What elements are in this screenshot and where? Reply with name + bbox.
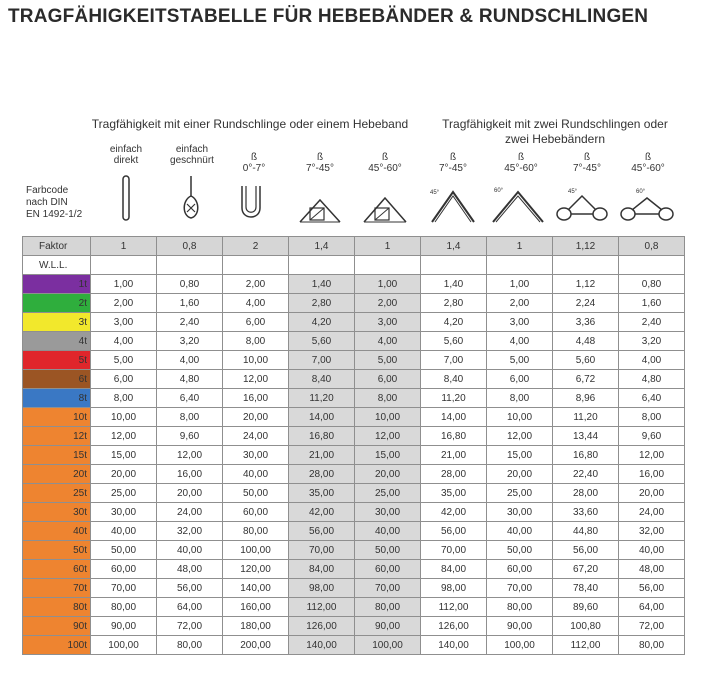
capacity-cell: 21,00 [421,446,487,465]
capacity-cell: 7,00 [289,351,355,370]
color-code-cell: 10t [23,408,91,427]
color-code-cell: 25t [23,484,91,503]
capacity-cell: 25,00 [487,484,553,503]
capacity-cell: 80,00 [355,598,421,617]
capacity-cell: 1,40 [421,275,487,294]
capacity-cell: 9,60 [619,427,685,446]
capacity-cell: 3,00 [91,313,157,332]
table-row [23,408,685,427]
capacity-cell: 9,60 [157,427,223,446]
table-row [23,313,685,332]
column-header-einfach-geschnuert [164,144,220,166]
capacity-cell: 70,00 [91,579,157,598]
basket-angle-45-60-icon [362,194,408,226]
capacity-cell: 72,00 [157,617,223,636]
angle-label: 45° [430,190,440,196]
angle-label: 60° [494,188,504,194]
capacity-cell: 15,00 [355,446,421,465]
capacity-cell: 6,00 [355,370,421,389]
capacity-cell: 28,00 [289,465,355,484]
capacity-cell: 22,40 [553,465,619,484]
capacity-cell: 67,20 [553,560,619,579]
capacity-cell: 98,00 [289,579,355,598]
column-header-line: ß [449,152,457,163]
table-row [23,351,685,370]
capacity-cell: 60,00 [487,560,553,579]
faktor-row [23,237,685,256]
capacity-cell: 4,00 [157,351,223,370]
capacity-cell: 89,60 [553,598,619,617]
capacity-cell: 140,00 [421,636,487,655]
capacity-cell: 33,60 [553,503,619,522]
capacity-cell: 100,00 [223,541,289,560]
capacity-cell: 20,00 [91,465,157,484]
faktor-cell: 1 [91,237,157,256]
color-code-cell: 3t [23,313,91,332]
capacity-cell: 3,00 [487,313,553,332]
capacity-cell: 56,00 [289,522,355,541]
capacity-cell: 84,00 [289,560,355,579]
capacity-cell: 140,00 [289,636,355,655]
farbcode-line: nach DIN [26,197,68,208]
page-title: TRAGFÄHIGKEITSTABELLE FÜR HEBEBÄNDER & RUNDSCHLINGEN [8,6,649,27]
wll-cell [553,256,619,275]
column-header-line: einfach [109,144,143,155]
column-header-line: 45°-60° [504,163,538,174]
capacity-cell: 20,00 [223,408,289,427]
capacity-cell: 6,40 [619,389,685,408]
two-leg-angle-60-icon [490,184,546,226]
capacity-cell: 44,80 [553,522,619,541]
capacity-cell: 11,20 [289,389,355,408]
capacity-cell: 8,40 [289,370,355,389]
capacity-cell: 1,00 [487,275,553,294]
capacity-cell: 12,00 [157,446,223,465]
table-row [23,617,685,636]
capacity-cell: 50,00 [355,541,421,560]
capacity-cell: 6,00 [223,313,289,332]
capacity-cell: 4,00 [619,351,685,370]
farbcode-line: Farbcode [26,185,69,196]
column-header-line: ß [316,152,324,163]
capacity-cell: 4,80 [157,370,223,389]
capacity-cell: 4,20 [289,313,355,332]
capacity-cell: 30,00 [223,446,289,465]
capacity-cell: 70,00 [355,579,421,598]
capacity-cell: 20,00 [157,484,223,503]
capacity-cell: 32,00 [619,522,685,541]
capacity-cell: 10,00 [487,408,553,427]
wll-cell [223,256,289,275]
column-header-choker-beta-7-45 [560,152,614,174]
capacity-cell: 78,40 [553,579,619,598]
capacity-cell: 2,40 [157,313,223,332]
capacity-cell: 5,60 [421,332,487,351]
capacity-cell: 11,20 [421,389,487,408]
table-row [23,579,685,598]
capacity-cell: 2,00 [487,294,553,313]
capacity-cell: 90,00 [91,617,157,636]
column-header-line: ß [583,152,591,163]
capacity-cell: 112,00 [421,598,487,617]
capacity-cell: 1,60 [619,294,685,313]
table-row [23,427,685,446]
capacity-cell: 21,00 [289,446,355,465]
capacity-cell: 64,00 [157,598,223,617]
capacity-cell: 100,00 [487,636,553,655]
capacity-cell: 56,00 [619,579,685,598]
capacity-cell: 40,00 [157,541,223,560]
table-row [23,636,685,655]
capacity-cell: 70,00 [487,579,553,598]
capacity-cell: 60,00 [223,503,289,522]
color-code-cell: 1t [23,275,91,294]
capacity-cell: 1,12 [553,275,619,294]
capacity-cell: 3,20 [619,332,685,351]
capacity-cell: 40,00 [91,522,157,541]
angle-label: 45° [568,189,578,195]
color-code-cell: 30t [23,503,91,522]
table-row [23,541,685,560]
color-code-cell: 90t [23,617,91,636]
capacity-cell: 50,00 [487,541,553,560]
capacity-cell: 12,00 [223,370,289,389]
capacity-cell: 5,00 [91,351,157,370]
capacity-cell: 40,00 [487,522,553,541]
column-header-beta-0-7 [228,152,280,174]
color-code-cell: 2t [23,294,91,313]
capacity-cell: 16,80 [421,427,487,446]
capacity-cell: 16,00 [619,465,685,484]
capacity-cell: 100,00 [91,636,157,655]
capacity-cell: 90,00 [487,617,553,636]
capacity-cell: 35,00 [289,484,355,503]
capacity-cell: 48,00 [157,560,223,579]
capacity-cell: 30,00 [91,503,157,522]
wll-label: W.L.L. [23,256,91,275]
capacity-cell: 6,00 [487,370,553,389]
capacity-cell: 24,00 [619,503,685,522]
capacity-cell: 1,00 [355,275,421,294]
faktor-cell: 1,12 [553,237,619,256]
column-header-einfach-direkt [102,144,150,166]
capacity-cell: 13,44 [553,427,619,446]
column-header-beta-45-60 [358,152,412,174]
capacity-cell: 6,72 [553,370,619,389]
capacity-cell: 140,00 [223,579,289,598]
capacity-cell: 90,00 [355,617,421,636]
column-header-choker-beta-45-60 [621,152,675,174]
color-code-cell: 20t [23,465,91,484]
column-header-line: 45°-60° [368,163,402,174]
capacity-cell: 25,00 [91,484,157,503]
capacity-cell: 56,00 [553,541,619,560]
capacity-cell: 8,00 [223,332,289,351]
capacity-cell: 12,00 [487,427,553,446]
faktor-cell: 0,8 [157,237,223,256]
capacity-cell: 16,00 [157,465,223,484]
capacity-cell: 2,00 [223,275,289,294]
capacity-cell: 42,00 [421,503,487,522]
column-header-line: geschnürt [170,155,214,166]
capacity-cell: 50,00 [91,541,157,560]
column-header-line: ß [517,152,525,163]
wll-cell [157,256,223,275]
capacity-cell: 6,00 [91,370,157,389]
color-code-cell: 40t [23,522,91,541]
capacity-cell: 24,00 [157,503,223,522]
faktor-cell: 0,8 [619,237,685,256]
column-header-line: einfach [175,144,209,155]
wll-cell [355,256,421,275]
capacity-cell: 30,00 [487,503,553,522]
angle-label: 60° [636,189,646,195]
capacity-cell: 112,00 [553,636,619,655]
color-code-cell: 50t [23,541,91,560]
capacity-cell: 15,00 [91,446,157,465]
capacity-cell: 16,80 [289,427,355,446]
capacity-cell: 180,00 [223,617,289,636]
capacity-cell: 80,00 [619,636,685,655]
faktor-label: Faktor [23,237,91,256]
group-header-single: Tragfähigkeit mit einer Rundschlinge oder einem Hebeband [91,117,409,131]
capacity-cell: 126,00 [421,617,487,636]
capacity-cell: 100,00 [355,636,421,655]
table-row [23,370,685,389]
capacity-cell: 48,00 [619,560,685,579]
color-code-cell: 70t [23,579,91,598]
straight-sling-icon [118,174,134,224]
wll-row [23,256,685,275]
capacity-cell: 4,00 [355,332,421,351]
capacity-cell: 24,00 [223,427,289,446]
capacity-cell: 11,20 [553,408,619,427]
capacity-cell: 1,60 [157,294,223,313]
color-code-cell: 6t [23,370,91,389]
capacity-cell: 4,00 [91,332,157,351]
capacity-cell: 80,00 [223,522,289,541]
table-row [23,446,685,465]
column-header-double-beta-7-45 [426,152,480,174]
capacity-cell: 28,00 [421,465,487,484]
capacity-cell: 4,00 [487,332,553,351]
capacity-table-body [23,237,685,655]
wll-cell [487,256,553,275]
capacity-cell: 98,00 [421,579,487,598]
capacity-cell: 56,00 [421,522,487,541]
group-header-double-line2: zwei Hebebändern [504,132,606,146]
table-row [23,275,685,294]
capacity-cell: 32,00 [157,522,223,541]
capacity-cell: 160,00 [223,598,289,617]
capacity-cell: 40,00 [223,465,289,484]
capacity-cell: 40,00 [619,541,685,560]
capacity-cell: 4,48 [553,332,619,351]
capacity-cell: 0,80 [619,275,685,294]
table-row [23,389,685,408]
table-row [23,465,685,484]
capacity-cell: 64,00 [619,598,685,617]
table-row [23,484,685,503]
capacity-cell: 12,00 [91,427,157,446]
capacity-cell: 84,00 [421,560,487,579]
capacity-cell: 3,36 [553,313,619,332]
column-header-line: ß [250,152,258,163]
capacity-cell: 12,00 [619,446,685,465]
capacity-cell: 56,00 [157,579,223,598]
color-code-cell: 15t [23,446,91,465]
faktor-cell: 1 [355,237,421,256]
capacity-cell: 50,00 [223,484,289,503]
group-header-double [420,117,690,147]
capacity-cell: 2,00 [355,294,421,313]
table-row [23,560,685,579]
capacity-cell: 10,00 [91,408,157,427]
capacity-cell: 10,00 [223,351,289,370]
capacity-cell: 3,20 [157,332,223,351]
capacity-cell: 8,00 [91,389,157,408]
column-header-line: 7°-45° [572,163,601,174]
farbcode-label [26,185,82,221]
capacity-cell: 8,96 [553,389,619,408]
capacity-cell: 42,00 [289,503,355,522]
faktor-cell: 1,4 [289,237,355,256]
capacity-cell: 8,00 [619,408,685,427]
capacity-cell: 14,00 [421,408,487,427]
color-code-cell: 8t [23,389,91,408]
column-header-line: 7°-45° [305,163,334,174]
capacity-cell: 5,60 [289,332,355,351]
capacity-cell: 80,00 [157,636,223,655]
two-leg-angle-45-icon [428,186,478,226]
faktor-cell: 2 [223,237,289,256]
capacity-cell: 0,80 [157,275,223,294]
color-code-cell: 12t [23,427,91,446]
farbcode-line: EN 1492-1/2 [26,209,83,220]
wll-cell [619,256,685,275]
basket-angle-7-45-icon [298,194,342,226]
wll-cell [91,256,157,275]
capacity-cell: 20,00 [355,465,421,484]
capacity-cell: 4,00 [223,294,289,313]
column-header-line: 45°-60° [631,163,665,174]
group-header-double-line1: Tragfähigkeit mit zwei Rundschlingen oder [442,117,668,131]
table-row [23,598,685,617]
table-row [23,294,685,313]
color-code-cell: 5t [23,351,91,370]
capacity-cell: 15,00 [487,446,553,465]
capacity-cell: 80,00 [487,598,553,617]
capacity-cell: 16,00 [223,389,289,408]
column-header-beta-7-45 [294,152,346,174]
faktor-cell: 1,4 [421,237,487,256]
capacity-cell: 28,00 [553,484,619,503]
capacity-cell: 2,80 [421,294,487,313]
capacity-cell: 2,80 [289,294,355,313]
color-code-cell: 100t [23,636,91,655]
color-code-cell: 4t [23,332,91,351]
capacity-cell: 2,40 [619,313,685,332]
capacity-cell: 70,00 [421,541,487,560]
capacity-cell: 5,00 [355,351,421,370]
capacity-cell: 80,00 [91,598,157,617]
color-code-cell: 60t [23,560,91,579]
capacity-cell: 126,00 [289,617,355,636]
column-header-line: ß [644,152,652,163]
capacity-cell: 8,40 [421,370,487,389]
table-row [23,503,685,522]
capacity-cell: 1,40 [289,275,355,294]
capacity-cell: 2,24 [553,294,619,313]
table-row [23,522,685,541]
capacity-cell: 10,00 [355,408,421,427]
wll-cell [289,256,355,275]
capacity-cell: 1,00 [91,275,157,294]
capacity-cell: 72,00 [619,617,685,636]
capacity-cell: 7,00 [421,351,487,370]
column-header-line: direkt [113,155,139,166]
capacity-cell: 4,20 [421,313,487,332]
faktor-cell: 1 [487,237,553,256]
capacity-cell: 30,00 [355,503,421,522]
capacity-cell: 70,00 [289,541,355,560]
capacity-cell: 5,60 [553,351,619,370]
capacity-cell: 6,40 [157,389,223,408]
capacity-cell: 8,00 [157,408,223,427]
capacity-cell: 100,80 [553,617,619,636]
column-header-double-beta-45-60 [494,152,548,174]
capacity-cell: 8,00 [355,389,421,408]
capacity-cell: 112,00 [289,598,355,617]
capacity-cell: 4,80 [619,370,685,389]
capacity-cell: 16,80 [553,446,619,465]
capacity-cell: 25,00 [355,484,421,503]
capacity-cell: 60,00 [355,560,421,579]
capacity-cell: 60,00 [91,560,157,579]
capacity-cell: 3,00 [355,313,421,332]
capacity-cell: 12,00 [355,427,421,446]
choke-sling-icon [176,174,206,224]
capacity-cell: 120,00 [223,560,289,579]
capacity-table [22,236,685,655]
basket-sling-icon [238,184,264,224]
capacity-cell: 20,00 [487,465,553,484]
capacity-cell: 40,00 [355,522,421,541]
column-header-line: 7°-45° [438,163,467,174]
capacity-cell: 20,00 [619,484,685,503]
choker-pair-angle-45-icon [552,186,612,224]
capacity-cell: 200,00 [223,636,289,655]
capacity-cell: 14,00 [289,408,355,427]
capacity-cell: 35,00 [421,484,487,503]
capacity-cell: 8,00 [487,389,553,408]
wll-cell [421,256,487,275]
column-header-line: ß [381,152,389,163]
color-code-cell: 80t [23,598,91,617]
choker-pair-angle-60-icon [618,186,676,224]
capacity-cell: 2,00 [91,294,157,313]
table-row [23,332,685,351]
capacity-cell: 5,00 [487,351,553,370]
column-header-line: 0°-7° [242,163,266,174]
